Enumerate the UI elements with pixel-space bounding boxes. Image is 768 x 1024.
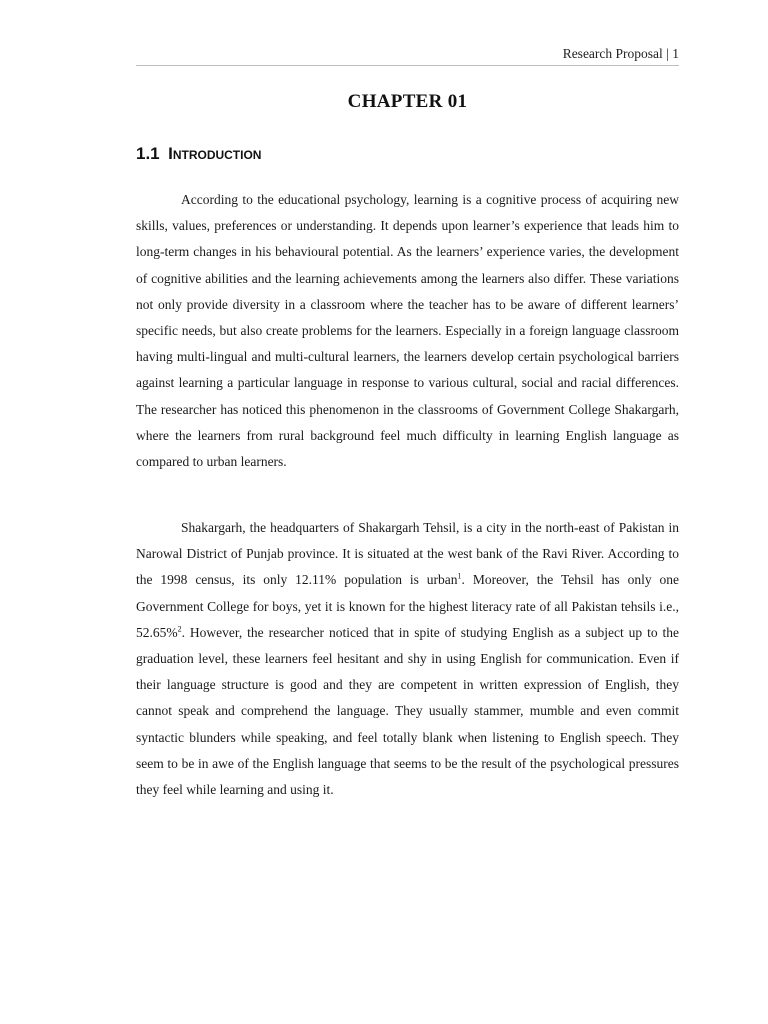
footnote-marker-1: 1 [457, 571, 462, 581]
section-number: 1.1 [136, 144, 160, 163]
running-header: Research Proposal | 1 [562, 46, 679, 61]
section-title: Introduction [168, 144, 262, 163]
footnote-marker-2: 2 [177, 624, 182, 634]
chapter-title: CHAPTER 01 [347, 91, 468, 112]
paragraph-2-text-c: . However, the researcher noticed that in spite of studying English as a subject up to the graduation level, these learners feel hesitant and shy in using English for communication. Even if their language structure is good and they are competent in written expression of English, they cannot speak and comprehend the language. They usually stammer, mumble and even commit syntactic blunders while speaking, and feel totally blank when listening to English speech. They seem to be in awe of the English language that seems to be the result of the psychological pressures they feel while learning and using it. [136, 624, 679, 798]
paragraph-1: According to the educational psychology, learning is a cognitive process of acquiring new skills, values, preferences or understanding. It depends upon learner’s experience that leads him to long-term changes in his behavioural potential. As the learners’ experience varies, the development of cognitive abilities and the learning achievements among the learners also differ. These variations not only provide diversity in a classroom where the teacher has to be aware of different learners’ specific needs, but also create problems for the learners. Especially in a foreign language classroom having multi-lingual and multi-cultural learners, the learners develop certain psychological barriers against learning a particular language in response to various cultural, social and racial differences. The researcher has noticed this phenomenon in the classrooms of Government College Shakargarh, where the learners from rural background feel much difficulty in learning English language as compared to urban learners. [136, 192, 679, 470]
paragraph-2 [136, 515, 679, 803]
paragraph-2-text-b: . Moreover, the Tehsil has only one Government College for boys, yet it is known for the highest literacy rate of all Pakistan tehsils i.e., 52.65% [136, 572, 679, 640]
section-heading [136, 142, 261, 167]
header-divider [136, 65, 679, 66]
paragraph-2-text-a: Shakargarh, the headquarters of Shakargarh Tehsil, is a city in the north-east of Pakistan in Narowal District of Punjab province. It is situated at the west bank of the Ravi River. According to the 1998 census, its only 12.11% population is urban [136, 520, 679, 588]
